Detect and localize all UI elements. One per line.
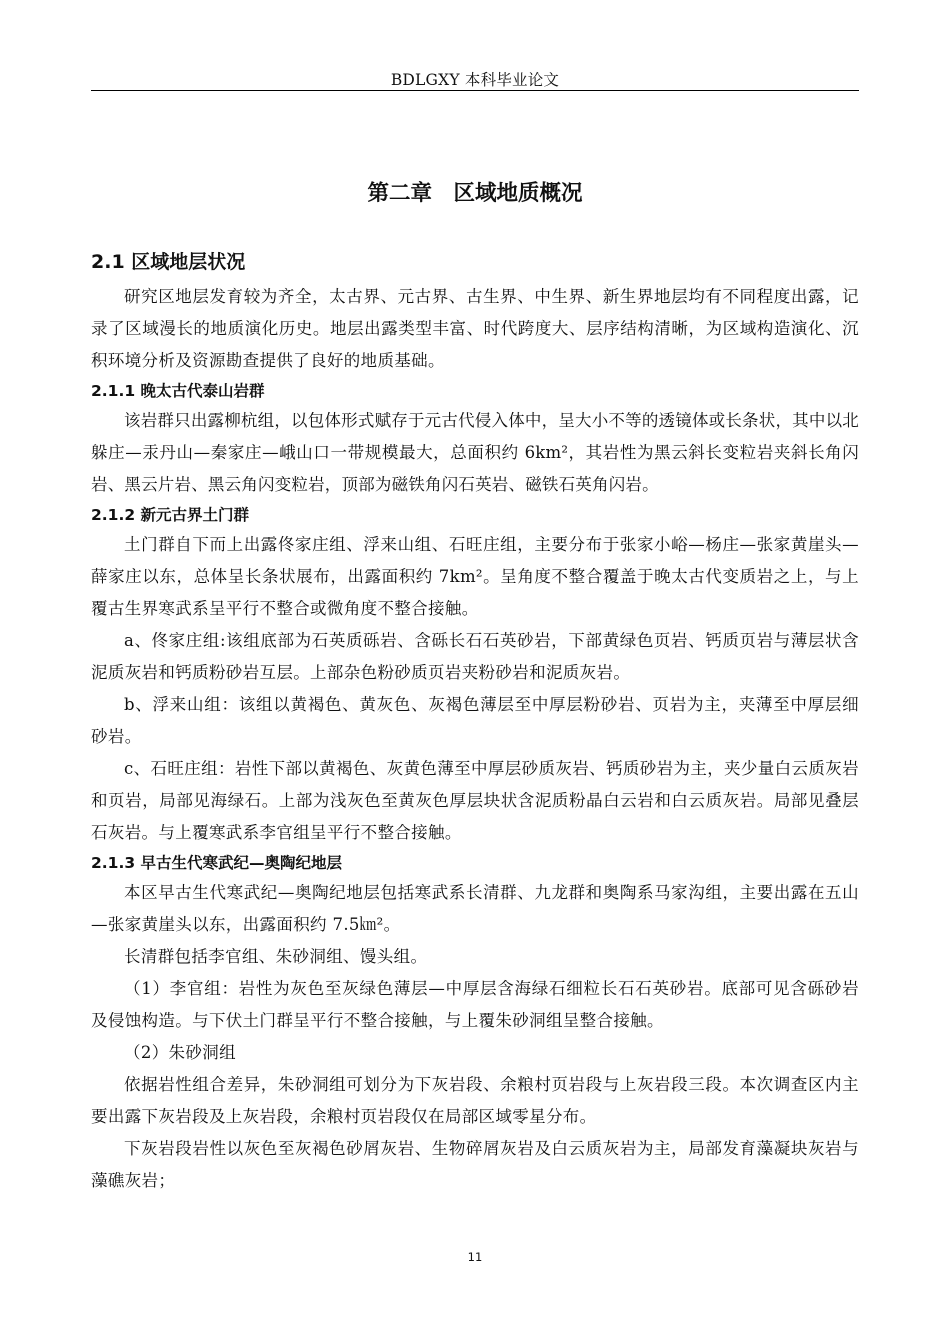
paragraph: b、浮来山组：该组以黄褐色、黄灰色、灰褐色薄层至中厚层粉砂岩、页岩为主，夹薄至中厚层细砂岩。	[91, 695, 859, 746]
page-number: 11	[467, 1250, 483, 1264]
paragraph: 该岩群只出露柳杭组，以包体形式赋存于元古代侵入体中，呈大小不等的透镜体或长条状，其中以北躲庄—汞丹山—秦家庄—峨山口一带规模最大，总面积约 6km²，其岩性为黑云斜长变粒岩夹斜长角闪岩、黑云片岩、黑云角闪变粒岩，顶部为磁铁角闪石英岩、磁铁石英角闪岩。	[91, 411, 859, 494]
paragraph: （1）李官组：岩性为灰色至灰绿色薄层—中厚层含海绿石细粒长石石英砂岩。底部可见含砾砂岩及侵蚀构造。与下伏土门群呈平行不整合接触，与上覆朱砂洞组呈整合接触。	[91, 979, 859, 1030]
section-heading-2-1-3: 2.1.3 早古生代寒武纪—奥陶纪地层	[91, 854, 343, 872]
paragraph: 依据岩性组合差异，朱砂洞组可划分为下灰岩段、余粮村页岩段与上灰岩段三段。本次调查区内主要出露下灰岩段及上灰岩段，余粮村页岩段仅在局部区域零星分布。	[91, 1075, 859, 1126]
paragraph: 土门群自下而上出露佟家庄组、浮来山组、石旺庄组，主要分布于张家小峪—杨庄—张家黄崖头—薛家庄以东，总体呈长条状展布，出露面积约 7km²。呈角度不整合覆盖于晚太古代变质岩之上，与上覆古生界寒武系呈平行不整合或微角度不整合接触。	[91, 535, 859, 618]
running-header: BDLGXY 本科毕业论文	[390, 71, 560, 89]
paragraph: 本区早古生代寒武纪—奥陶纪地层包括寒武系长清群、九龙群和奥陶系马家沟组，主要出露在五山—张家黄崖头以东，出露面积约 7.5㎞²。	[91, 883, 859, 934]
chapter-title: 第二章 区域地质概况	[367, 181, 583, 206]
section-heading-2-1-2: 2.1.2 新元古界土门群	[91, 506, 250, 524]
header-rule	[91, 90, 859, 91]
paragraph: c、石旺庄组：岩性下部以黄褐色、灰黄色薄至中厚层砂质灰岩、钙质砂岩为主，夹少量白云质灰岩和页岩，局部见海绿石。上部为浅灰色至黄灰色厚层块状含泥质粉晶白云岩和白云质灰岩。局部见叠层石灰岩。与上覆寒武系李官组呈平行不整合接触。	[91, 759, 859, 842]
paragraph: 长清群包括李官组、朱砂洞组、馒头组。	[124, 947, 428, 966]
paragraph: 下灰岩段岩性以灰色至灰褐色砂屑灰岩、生物碎屑灰岩及白云质灰岩为主，局部发育藻凝块灰岩与藻礁灰岩；	[91, 1139, 859, 1190]
paragraph: a、佟家庄组:该组底部为石英质砾岩、含砾长石石英砂岩，下部黄绿色页岩、钙质页岩与薄层状含泥质灰岩和钙质粉砂岩互层。上部杂色粉砂质页岩夹粉砂岩和泥质灰岩。	[91, 631, 859, 682]
paragraph: 研究区地层发育较为齐全，太古界、元古界、古生界、中生界、新生界地层均有不同程度出露，记录了区域漫长的地质演化历史。地层出露类型丰富、时代跨度大、层序结构清晰，为区域构造演化、沉积环境分析及资源勘查提供了良好的地质基础。	[91, 287, 859, 370]
section-heading-2-1: 2.1 区域地层状况	[91, 251, 246, 273]
paragraph: （2）朱砂洞组	[124, 1043, 236, 1062]
page-body	[91, 176, 859, 1197]
section-heading-2-1-1: 2.1.1 晚太古代泰山岩群	[91, 382, 265, 400]
